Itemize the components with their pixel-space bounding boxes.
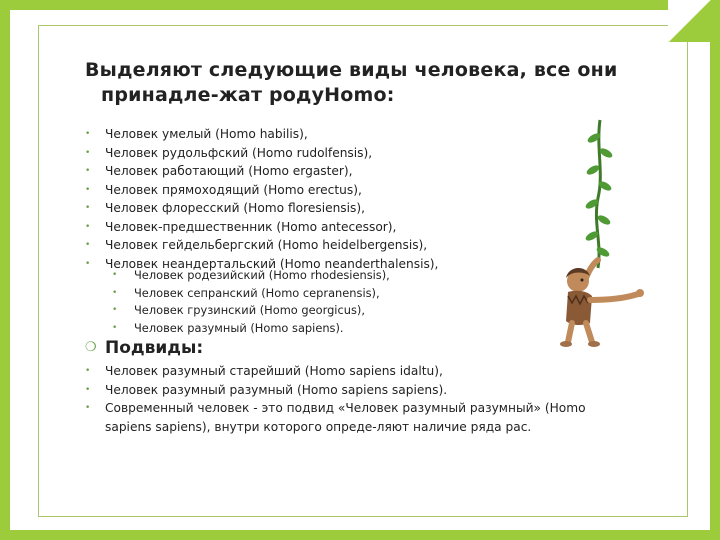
species-list: [85, 125, 535, 273]
species-label: Человек флоресский (Homo floresiensis),: [105, 201, 366, 215]
subspecies-item: [85, 362, 605, 381]
species-item: [85, 162, 535, 181]
bullet-icon: •: [112, 305, 118, 315]
bullet-icon: •: [85, 129, 91, 139]
species-label: Человек гейдельбергский (Homo heidelbergensis),: [105, 238, 428, 252]
species-label: Человек умелый (Homo habilis),: [105, 127, 308, 141]
species-label: Человек неандертальский (Homo neanderthalensis),: [105, 256, 439, 271]
subspecies-item: [85, 381, 605, 400]
slide-title: [85, 58, 645, 108]
species-sub-label: Человек разумный (Homo sapiens).: [134, 320, 344, 335]
subspecies-item: [85, 399, 605, 436]
bullet-icon: •: [85, 147, 91, 158]
species-sub-item: [112, 285, 472, 303]
bullet-icon: •: [112, 322, 118, 333]
species-sub-item: [112, 302, 472, 320]
bullet-icon: •: [85, 384, 91, 395]
subspecies-label: Человек разумный разумный (Homo sapiens sapiens).: [105, 382, 448, 397]
species-sublist: [112, 267, 472, 337]
corner-decoration: [668, 0, 720, 42]
species-item: [85, 144, 535, 163]
bullet-icon: •: [85, 221, 91, 232]
bullet-icon: •: [85, 166, 91, 176]
species-label: Человек работающий (Homo ergaster),: [105, 164, 353, 178]
species-item: [85, 181, 535, 200]
species-sub-item: [112, 267, 472, 285]
bullet-icon: •: [85, 366, 91, 376]
bullet-icon: •: [112, 270, 118, 280]
species-item: [85, 199, 535, 218]
species-label: Человек прямоходящий (Homo erectus),: [105, 182, 362, 197]
circle-bullet-icon: ❍: [85, 340, 97, 355]
bullet-icon: •: [85, 403, 91, 413]
species-item: [85, 218, 535, 237]
subspecies-label: Современный человек - это подвид «Человек разумный разумный» (Homo sapiens sapiens), внутри которого опреде-ляют наличие ряда рас.: [105, 401, 586, 434]
species-sub-item: [112, 320, 472, 338]
species-sub-label: Человек сепранский (Homo cepranensis),: [134, 285, 380, 300]
species-label: Человек рудольфский (Homo rudolfensis),: [105, 145, 373, 160]
species-item: [85, 125, 535, 144]
bullet-icon: •: [85, 240, 91, 250]
species-label: Человек-предшественник (Homo antecessor),: [105, 219, 397, 234]
subspecies-heading: [85, 338, 203, 358]
subspecies-list: [85, 362, 605, 436]
title-line-1: Выделяют следующие виды человека, все они: [85, 59, 618, 81]
bullet-icon: •: [85, 258, 91, 269]
bullet-icon: •: [85, 203, 91, 213]
caveman-on-vine-icon: [538, 118, 658, 348]
bullet-icon: •: [85, 184, 91, 195]
subspecies-label: Человек разумный старейший (Homo sapiens idaltu),: [105, 364, 443, 378]
title-line-2: принадле-жат родуHomo:: [101, 84, 395, 106]
species-sub-label: Человек родезийский (Homo rhodesiensis),: [134, 268, 390, 282]
subspecies-heading-label: Подвиды:: [105, 338, 204, 358]
bullet-icon: •: [112, 287, 118, 298]
species-sub-label: Человек грузинский (Homo georgicus),: [134, 303, 365, 317]
species-item: [85, 236, 535, 255]
